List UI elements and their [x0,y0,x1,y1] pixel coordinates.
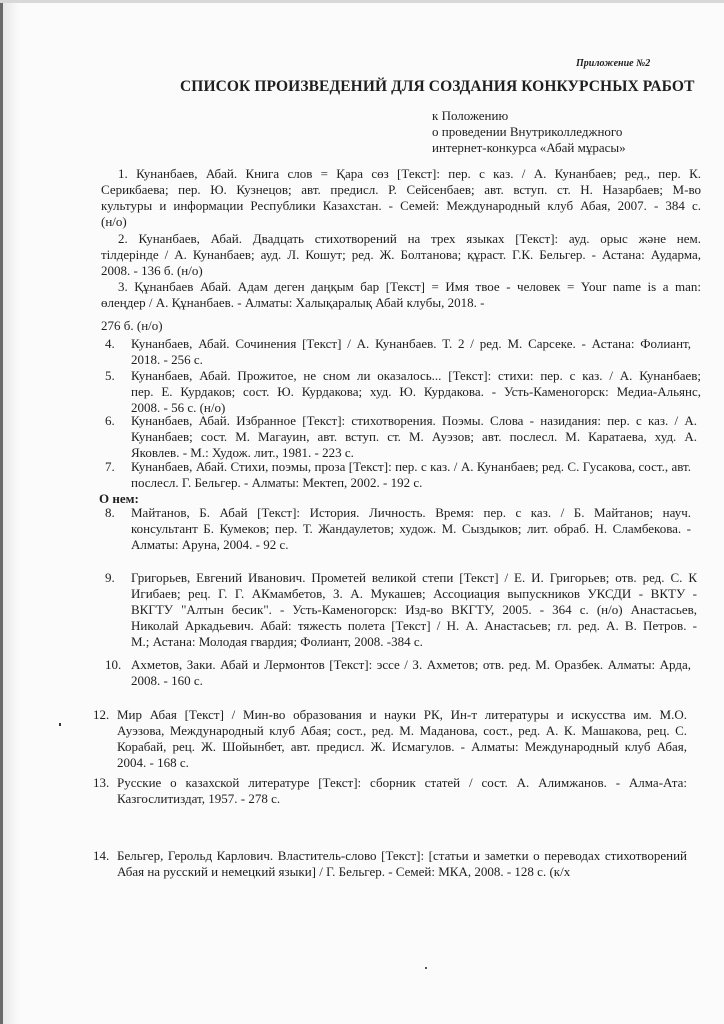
item-line: Корабай, рец. Ж. Шойынбет, авт. предисл. Ж. Исмагулов. - Алматы: Международный клуб Абая, [117,739,687,754]
item-line: тілдерінде / А. Кунанбаев; ауд. Л. Кошут; ред. Ж. Болтанова; құраст. Г.К. Бельгер. - Астана: Аударма, [101,247,701,262]
page-top-edge [0,0,724,3]
subtitle-line: к Положению [432,108,509,123]
item-number: 12. [93,707,110,722]
item-line: 2008. - 56 с. (н/о) [131,400,226,415]
item-number: 14. [93,848,110,863]
item-number: 10. [105,657,122,672]
subtitle-line: о проведении Внутриколледжного [432,124,623,139]
subtitle-block [432,108,626,156]
list-item [101,279,701,334]
item-line: 2008. - 128 с. (к/х [474,864,571,879]
item-number: 9. [105,570,115,585]
item-line: Мир Абая [Текст] / Мин-во образования и науки РК, Ин-т литературы и искусства им. М.О. [117,707,687,722]
item-line: стихотворений Абая на русский и немецкий языки] / Г. Бельгер. - Семей: МКА, [117,848,687,879]
item-line: 2008. - 136 б. (н/о) [101,263,203,278]
appendix-label: Приложение №2 [576,58,651,69]
item-line: Русские о казахской литературе [Текст]: сборник статей / сост. А. Алимжанов. - [117,775,621,790]
section-heading: О нем: [99,491,139,506]
item-line: Николай Аркадьевич. Абай: тяжесть полета [Текст] / Н. А. Анастасьев; гл. ред. А. В. Петров. - [131,618,697,633]
item-line: пер. Е. Курдаков; сост. Ю. Курдакова; худ. Ю. Курдакова. - Усть-Каменогорск: Медиа-Альянс, [131,384,701,399]
page-fold-shadow [3,0,21,1024]
item-line: 3. Құнанбаев Абай. Адам деген даңқым бар [Текст] = Имя твое - человек = Your name is a man: [118,279,702,294]
item-line: өлеңдер / А. Құнанбаев. - Алматы: Халықаралық Абай клубы, 2018. - [101,295,485,310]
item-number: 13. [93,775,110,790]
item-line: ВКГТУ "Алтын бесик". - Усть-Каменогорск: Изд-во ВКГТУ, 2005. - 364 с. (н/о) Анастасьев, [131,602,697,617]
item-line: Бельгер, Герольд Карлович. Властитель-слово [Текст]: [статьи и заметки о переводах [117,848,601,863]
item-line: 276 б. (н/о) [101,318,163,333]
item-line: Кунанбаев, Абай. Стихи, поэмы, проза [Текст]: пер. с каз. / А. Кунанбаев; ред. С. [131,459,580,474]
item-line: 2004. - 168 с. [117,755,189,770]
item-line: Игибаев; рец. Г. Г. АКмамбетов, З. А. Мукашев; Ассоциация выпускников УКСДИ - ВКТУ - [131,586,697,601]
item-line: Григорьев, Евгений Иванович. Прометей великой степи [Текст] / Е. И. Григорьев; отв. ред. С. К [131,570,697,585]
scan-speck [59,723,61,726]
item-line: Майтанов, Б. Абай [Текст]: История. Личность. Время: пер. с каз. / Б. Майтанов; науч. [131,505,691,520]
item-number: 5. [105,368,115,383]
list-item [101,231,701,279]
scan-speck [425,967,427,969]
item-line: Ахметов, Заки. Абай и Лермонтов [Текст]: эссе / З. Ахметов; отв. ред. М. Оразбек. Алматы: [131,657,656,672]
item-line: Кунанбаев, Абай. Избранное [Текст]: стихотворения. Поэмы. Слова - назидания: пер. с каз. / А. [131,413,697,428]
item-number: 7. [105,459,115,474]
list-item [101,166,701,230]
item-line: Серикбаева; пер. Ю. Кузнецов; авт. предисл. Р. Сейсенбаев; авт. вступ. ст. Н. Назарбаев; М-во [101,182,701,197]
item-number: 4. [105,336,115,351]
document-title: СПИСОК ПРОИЗВЕДЕНИЙ ДЛЯ СОЗДАНИЯ КОНКУРСНЫХ РАБОТ [180,78,695,95]
item-line: Арда, 2008. - 160 с. [131,657,691,688]
item-line: 2. Кунанбаев, Абай. Двадцать стихотворений на трех языках [Текст]: ауд. орыс және нем. [118,231,701,246]
item-line: (н/о) [101,214,127,229]
item-number: 1. [118,166,128,181]
item-line: 2018. - 256 с. [131,352,203,367]
item-line: Кунанбаев; сост. М. Магауин, авт. вступ. ст. М. Ауэзов; авт. послесл. М. Каратаева, худ. А. [131,429,697,444]
item-number: 6. [105,413,115,428]
item-line: Яковлев. - М.: Худож. лит., 1981. - 223 с. [131,445,354,460]
item-line: 1. Кунанбаев, Абай. Книга слов = Қара сөз [Текст]: пер. с каз. / А. Кунанбаев; ред., пер. К. [118,166,701,181]
item-line: Гусакова, сост., авт. послесл. Г. Бельгер. - Алматы: Мектеп, 2002. - 192 с. [131,459,692,490]
item-line: Кунанбаев, Абай. Прожитое, не сном ли оказалось... [Текст]: стихи: пер. с каз. / А. Кунанбаев; [131,368,701,383]
item-line: консультант Б. Кумеков; пер. Т. Жандаулетов; худож. М. Сыздыков; лит. обраб. Н. Сламбекова. - [131,521,691,536]
item-line: Алматы: Аруна, 2004. - 92 с. [131,537,289,552]
item-number: 3. [118,279,128,294]
item-line: М.; Астана: Молодая гвардия; Фолиант, 2008. -384 с. [131,634,423,649]
subtitle-line: интернет-конкурса «Абай мұрасы» [432,140,626,155]
item-number: 8. [105,505,115,520]
item-line: культуры и информации Республики Казахстан. - Семей: Международный клуб Абая, 2007. - 384 с. [101,198,701,213]
item-line: Алма-Ата: Казгослитиздат, 1957. - 278 с. [117,775,687,806]
item-line: Ауэзова, Международный клуб Абая; сост., ред. М. Маданова, сост., ред. А. К. Машакова, рец. С. [117,723,687,738]
item-number: 2. [118,231,128,246]
item-line: Кунанбаев, Абай. Сочинения [Текст] / А. Кунанбаев. Т. 2 / ред. М. Сарсеке. - Астана: Фолиант, [131,336,691,351]
